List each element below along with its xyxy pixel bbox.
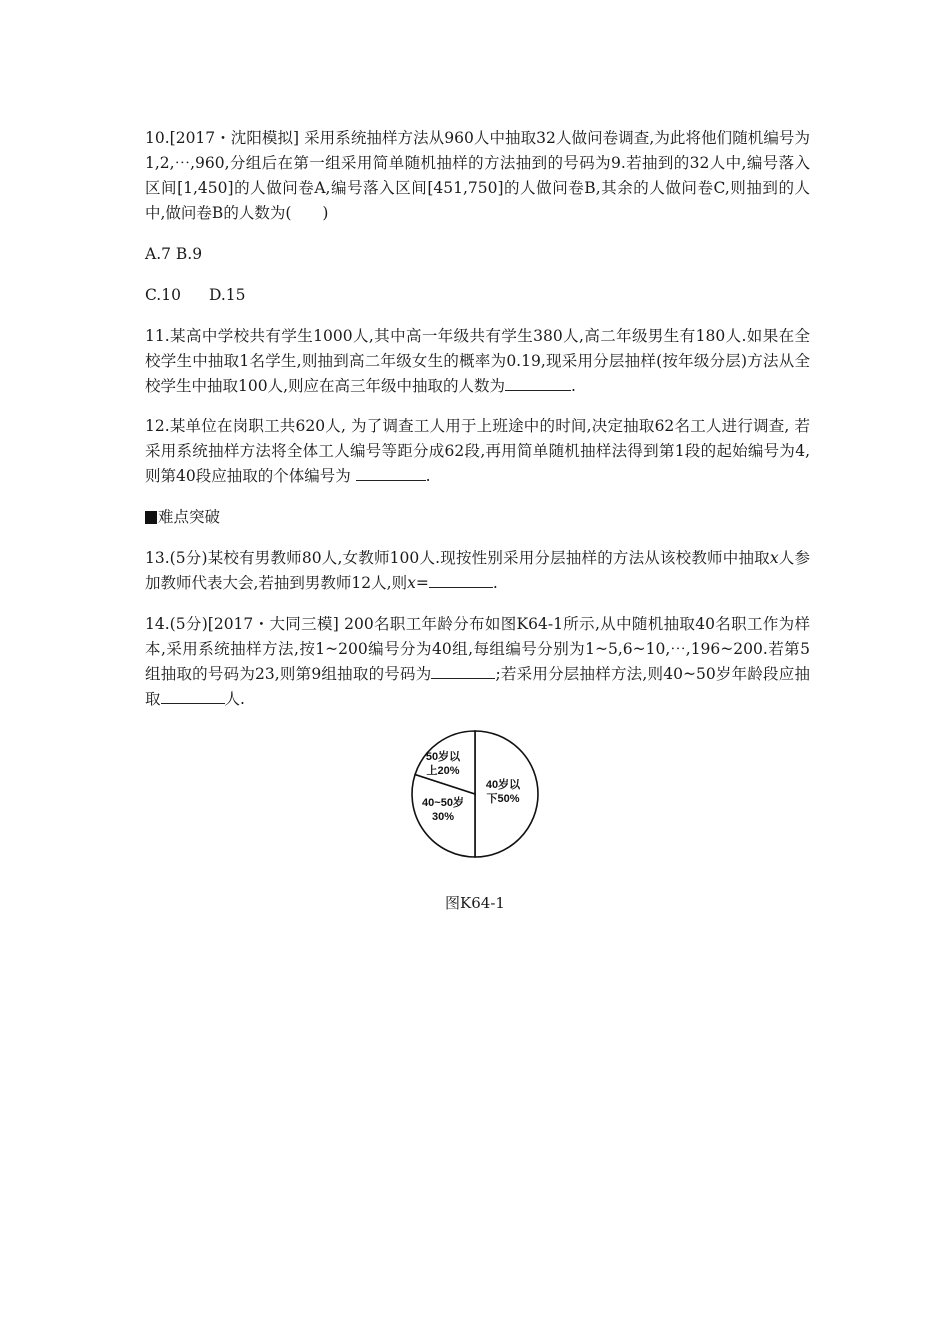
q13-period: .: [492, 574, 498, 592]
label-40-50: 40~50岁 30%: [422, 797, 464, 823]
label-under-40: 40岁以下50%: [485, 779, 521, 805]
q11-period: .: [571, 377, 576, 395]
q10-option-c: C.10: [145, 286, 181, 304]
q10-options-ab: [145, 242, 810, 267]
q10-option-b: B.9: [175, 245, 203, 263]
q14-text-a: 200名职工年龄分布如图K64-1所示,从中随机抽取40名职工作为样本,采用系统抽样方法,按1~200编号分为40组,每组编号分别为1~5,6~10,⋯,196~200.若第5组抽取的号码为23,则第9组抽取的号码为: [145, 615, 810, 683]
q14-source: [2017・大同三模]: [207, 615, 339, 633]
q14-number: 14.(5分): [145, 615, 208, 633]
q13-text-b: 人参加教师代表大会,若抽到男教师12人,则: [145, 549, 810, 592]
q10-option-d: D.15: [208, 286, 246, 304]
q11-answer-blank[interactable]: [505, 374, 571, 391]
age-distribution-pie-chart: [405, 728, 545, 860]
section-label: 难点突破: [158, 508, 221, 526]
q14-text-c: 人.: [224, 690, 245, 708]
q14-answer-blank-1[interactable]: [431, 662, 495, 679]
q11-text: 11.某高中学校共有学生1000人,其中高一年级共有学生380人,高二年级男生有180人.如果在全校学生中抽取1名学生,则抽到高二年级女生的概率为0.19,现采用分层抽样(按年级分层)方法从全校学生中抽取100人,则应在高三年级中抽取的人数为: [145, 327, 810, 395]
q12-text: 12.某单位在岗职工共620人, 为了调查工人用于上班途中的时间,决定抽取62名工人进行调查, 若采用系统抽样方法将全体工人编号等距分成62段,再用简单随机抽样法得到第1段的起始编号为4, 则第40段应抽取的个体编号为: [145, 417, 810, 485]
q12-period: .: [425, 467, 431, 485]
figure-caption: 图K64-1: [445, 894, 505, 912]
question-11: [145, 324, 810, 399]
q13-var-x: x: [769, 549, 779, 567]
q13-equals: =: [415, 574, 429, 592]
q13-var-x2: x: [407, 574, 416, 592]
q10-text: 采用系统抽样方法从960人中抽取32人做问卷调查,为此将他们随机编号为1,2,⋯,960,分组后在第一组采用简单随机抽样的方法抽到的号码为9.若抽到的32人中,编号落入区间[1,450]的人做问卷A,编号落入区间[451,750]的人做问卷B,其余的人做问卷C,则抽到的人中,做问卷B的人数为( ): [145, 129, 810, 222]
question-12: [145, 414, 810, 489]
pie-chart-svg: [405, 728, 545, 860]
section-heading: [145, 505, 810, 530]
question-14: [145, 612, 810, 712]
q10-number: 10.: [145, 129, 170, 147]
exercise-page: [145, 126, 810, 712]
q10-source: [2017・沈阳模拟]: [169, 129, 300, 147]
q14-text-b: ;若采用分层抽样方法,则40~50岁年龄段应抽取: [145, 665, 810, 708]
label-over-50: 50岁以上20%: [425, 751, 461, 777]
q10-options-cd: [145, 283, 810, 308]
q13-text-a: 13.(5分)某校有男教师80人,女教师100人.现按性别采用分层抽样的方法从该校教师中抽取: [145, 549, 770, 567]
q13-answer-blank[interactable]: [429, 571, 493, 588]
q10-option-a: A.7: [145, 245, 171, 263]
question-13: [145, 546, 810, 596]
q14-answer-blank-2[interactable]: [161, 687, 225, 704]
square-bullet-icon: [145, 511, 157, 524]
question-10: [145, 126, 810, 226]
q12-answer-blank[interactable]: [356, 464, 426, 481]
